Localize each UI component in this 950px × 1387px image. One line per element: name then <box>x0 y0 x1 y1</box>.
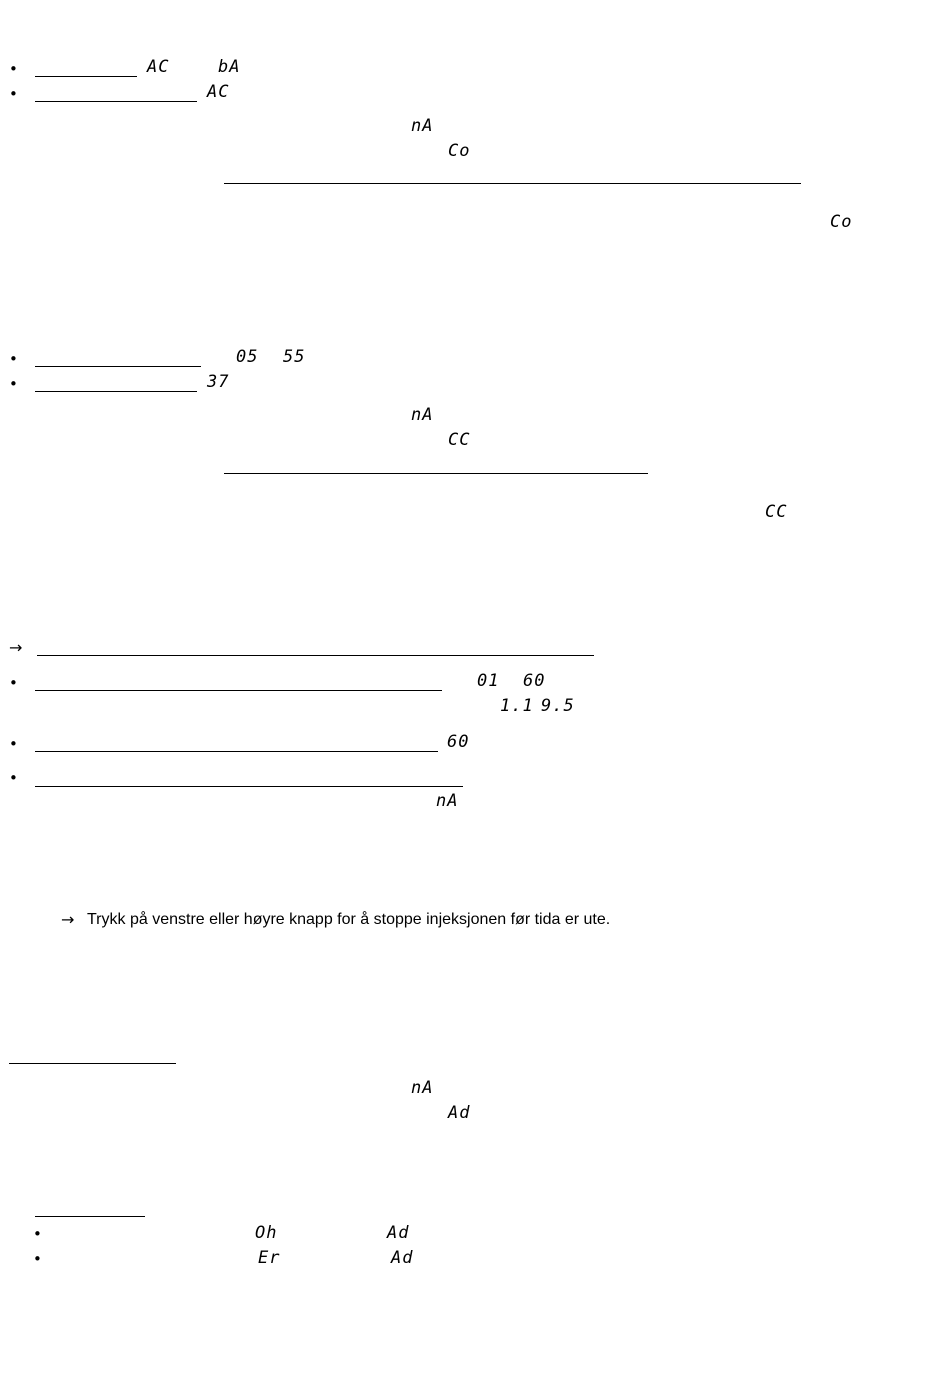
display-code: AC <box>207 82 230 102</box>
display-code: nA <box>411 1078 434 1098</box>
bullet: • <box>33 1250 42 1268</box>
display-code: 60 <box>447 732 470 752</box>
bullet: • <box>9 735 18 753</box>
display-code: 01 <box>477 671 500 691</box>
arrow-icon: → <box>9 638 23 657</box>
display-code: nA <box>411 116 434 136</box>
display-code: Ad <box>391 1248 414 1268</box>
display-code: Co <box>448 141 471 161</box>
blank-line <box>35 1216 145 1217</box>
blank-line <box>9 1063 176 1064</box>
display-code: Ad <box>448 1103 471 1123</box>
bullet: • <box>9 375 18 393</box>
bullet: • <box>9 60 18 78</box>
display-code: 37 <box>207 372 230 392</box>
display-code: Er <box>258 1248 281 1268</box>
blank-line <box>35 366 201 367</box>
display-code: 1.1 <box>500 696 534 716</box>
display-code: 55 <box>283 347 306 367</box>
bullet: • <box>9 85 18 103</box>
bullet: • <box>33 1225 42 1243</box>
display-code: 60 <box>523 671 546 691</box>
display-code: AC <box>147 57 170 77</box>
blank-line <box>35 101 197 102</box>
blank-line <box>35 690 442 691</box>
display-code: Co <box>830 212 853 232</box>
display-code: Ad <box>387 1223 410 1243</box>
blank-line <box>35 391 197 392</box>
display-code: CC <box>765 502 788 522</box>
blank-line <box>35 76 137 77</box>
bullet: • <box>9 769 18 787</box>
blank-line <box>35 751 438 752</box>
blank-line <box>35 786 463 787</box>
blank-line <box>37 655 594 656</box>
display-code: nA <box>411 405 434 425</box>
display-code: CC <box>448 430 471 450</box>
display-code: 05 <box>236 347 259 367</box>
bullet: • <box>9 674 18 692</box>
blank-line <box>224 183 801 184</box>
display-code: nA <box>436 791 459 811</box>
display-code: Oh <box>255 1223 278 1243</box>
display-code: bA <box>218 57 241 77</box>
blank-line <box>224 473 648 474</box>
display-code: 9.5 <box>541 696 575 716</box>
bullet: • <box>9 350 18 368</box>
arrow-icon: → <box>61 910 75 929</box>
instruction-note: Trykk på venstre eller høyre knapp for å stoppe injeksjonen før tida er ute. <box>87 911 611 928</box>
